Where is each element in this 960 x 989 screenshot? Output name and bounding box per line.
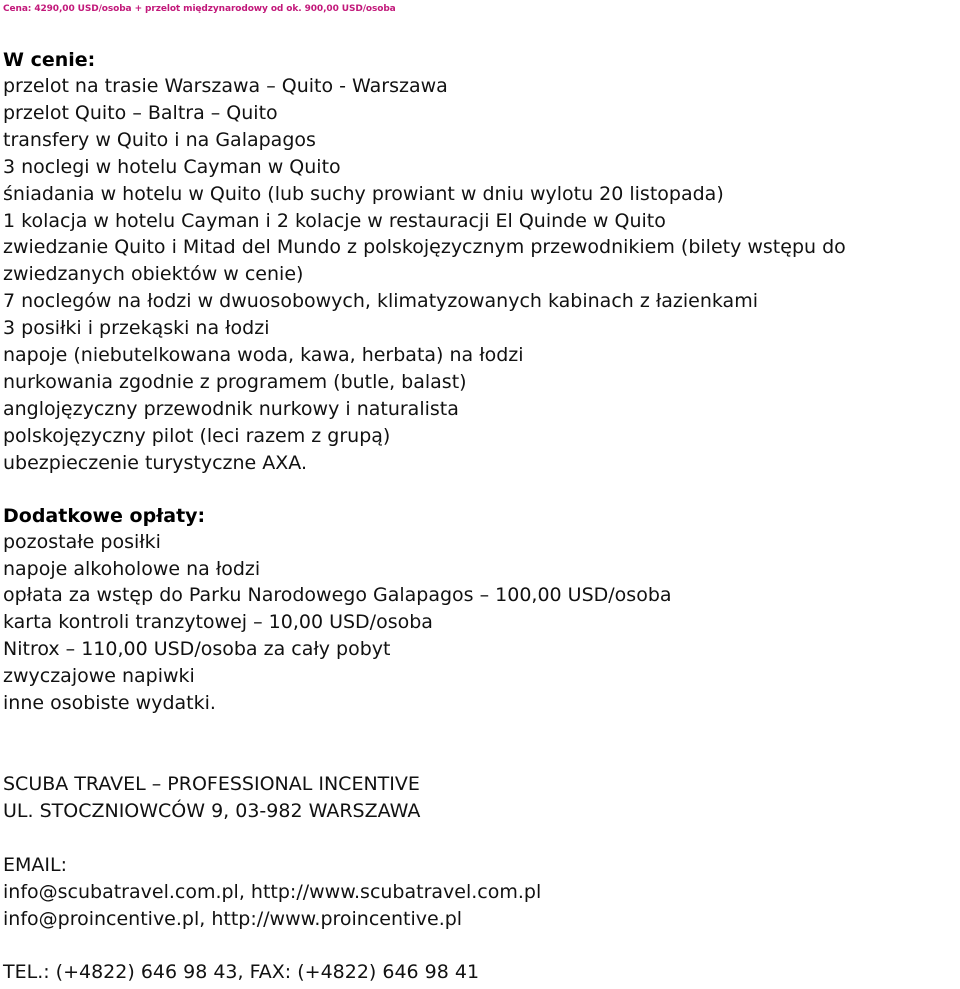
list-item: przelot Quito – Baltra – Quito: [3, 101, 278, 124]
list-item: transfery w Quito i na Galapagos: [3, 128, 316, 151]
company-name: SCUBA TRAVEL – PROFESSIONAL INCENTIVE: [3, 772, 420, 795]
list-item: opłata za wstęp do Parku Narodowego Galapagos – 100,00 USD/osoba: [3, 584, 672, 607]
list-item: nurkowania zgodnie z programem (butle, balast): [3, 370, 467, 393]
email-link-scubatravel[interactable]: info@scubatravel.com.pl, http://www.scubatravel.com.pl: [3, 880, 542, 903]
list-item: śniadania w hotelu w Quito (lub suchy prowiant w dniu wylotu 20 listopada): [3, 182, 724, 205]
spacer: [3, 477, 960, 503]
list-item: 3 noclegi w hotelu Cayman w Quito: [3, 155, 341, 178]
company-address: UL. STOCZNIOWCÓW 9, 03-982 WARSZAWA: [3, 799, 421, 822]
email-label: EMAIL:: [3, 853, 67, 876]
list-item: 3 posiłki i przekąski na łodzi: [3, 317, 270, 340]
list-item: anglojęzyczny przewodnik nurkowy i naturalista: [3, 397, 459, 420]
list-item: zwiedzanych obiektów w cenie): [3, 263, 304, 286]
phone-fax: TEL.: (+4822) 646 98 43, FAX: (+4822) 646 98 41: [3, 961, 480, 984]
extra-fees-list: [3, 529, 960, 717]
list-item: pozostałe posiłki: [3, 530, 161, 553]
list-item: karta kontroli tranzytowej – 10,00 USD/osoba: [3, 611, 433, 634]
list-item: napoje (niebutelkowana woda, kawa, herbata) na łodzi: [3, 344, 524, 367]
extra-fees-heading: Dodatkowe opłaty:: [3, 504, 206, 527]
list-item: 1 kolacja w hotelu Cayman i 2 kolacje w restauracji El Quinde w Quito: [3, 209, 666, 232]
included-heading: W cenie:: [3, 49, 96, 71]
list-item: ubezpieczenie turystyczne AXA.: [3, 451, 307, 474]
list-item: polskojęzyczny pilot (leci razem z grupą): [3, 424, 391, 447]
list-item: zwiedzanie Quito i Mitad del Mundo z polskojęzycznym przewodnikiem (bilety wstępu do: [3, 236, 846, 259]
spacer: [3, 932, 960, 959]
extra-fees-section: [3, 503, 960, 717]
email-link-proincentive[interactable]: info@proincentive.pl, http://www.proincentive.pl: [3, 907, 463, 930]
list-item: inne osobiste wydatki.: [3, 692, 216, 715]
list-item: Nitrox – 110,00 USD/osoba za cały pobyt: [3, 638, 391, 661]
document-body: [3, 47, 960, 986]
list-item: 7 noclegów na łodzi w dwuosobowych, klimatyzowanych kabinach z łazienkami: [3, 290, 758, 313]
list-item: przelot na trasie Warszawa – Quito - Warszawa: [3, 75, 448, 97]
spacer: [3, 717, 960, 771]
included-section: [3, 47, 960, 477]
list-item: napoje alkoholowe na łodzi: [3, 557, 261, 580]
contact-section: [3, 771, 960, 986]
price-banner: Cena: 4290,00 USD/osoba + przelot międzynarodowy od ok. 900,00 USD/osoba: [3, 4, 396, 14]
spacer: [3, 825, 960, 852]
included-list: [3, 73, 960, 477]
list-item: zwyczajowe napiwki: [3, 665, 195, 688]
